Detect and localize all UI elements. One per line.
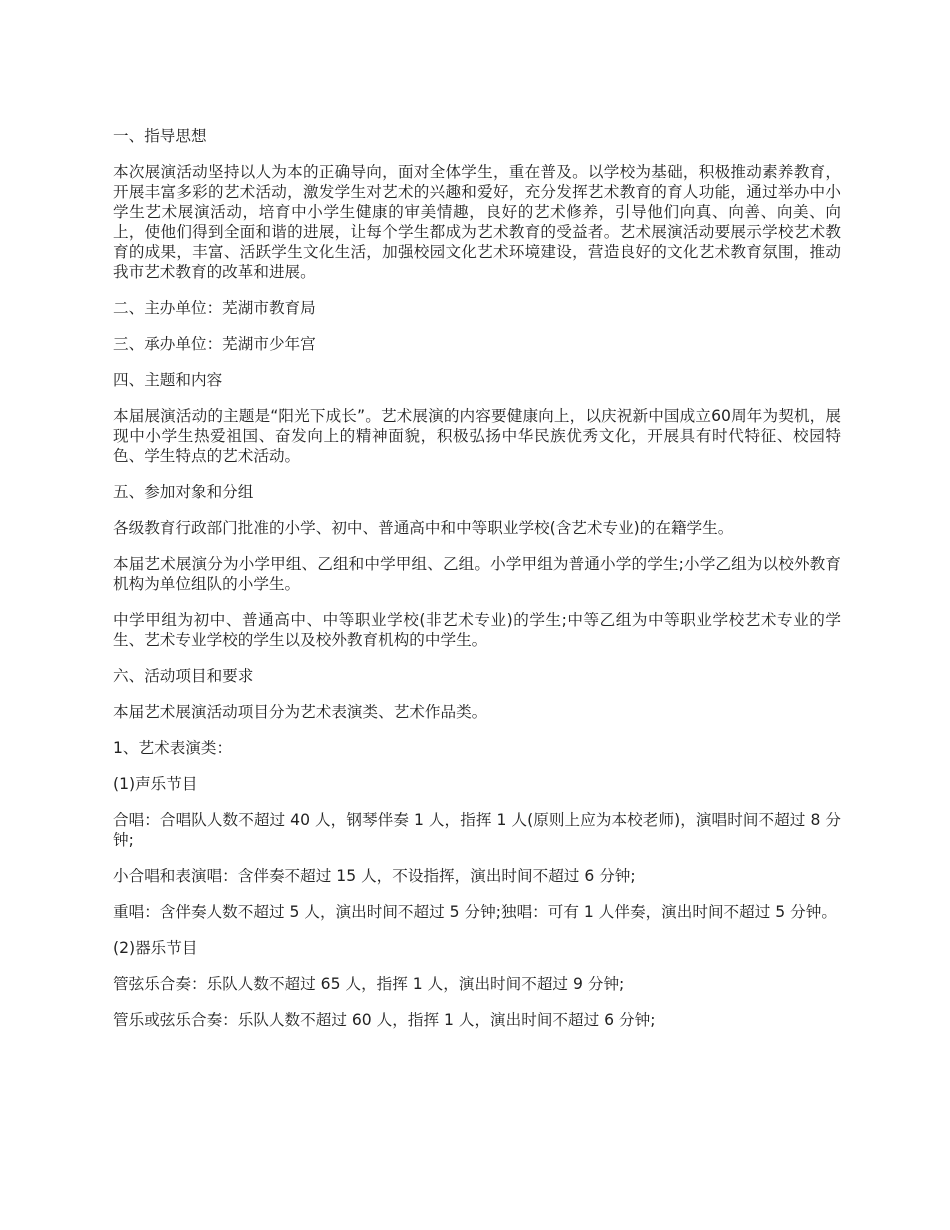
paragraph-groups-secondary: 中学甲组为初中、普通高中、中等职业学校(非艺术专业)的学生;中等乙组为中等职业学校艺术专业的学生、艺术专业学校的学生以及校外教育机构的中学生。 (113, 611, 841, 649)
section-heading-theme: 四、主题和内容 (113, 371, 223, 389)
section-heading-guiding-ideology: 一、指导思想 (113, 127, 207, 145)
document-body (113, 126, 841, 1046)
paragraph-chorus: 合唱：合唱队人数不超过 40 人，钢琴伴奏 1 人，指挥 1 人(原则上应为本校老师)，演唱时间不超过 8 分钟; (113, 811, 841, 849)
paragraph-participants: 各级教育行政部门批准的小学、初中、普通高中和中等职业学校(含艺术专业)的在籍学生。 (113, 519, 734, 537)
paragraph-small-chorus: 小合唱和表演唱：含伴奏不超过 15 人，不设指挥，演出时间不超过 6 分钟; (113, 867, 636, 885)
section-heading-host: 三、承办单位：芜湖市少年宫 (113, 335, 316, 353)
section-heading-activities: 六、活动项目和要求 (113, 667, 254, 685)
section-heading-participants: 五、参加对象和分组 (113, 483, 254, 501)
subheading-instrumental: (2)器乐节目 (113, 939, 198, 957)
paragraph-ensemble-solo: 重唱：含伴奏人数不超过 5 人，演出时间不超过 5 分钟;独唱：可有 1 人伴奏，演出时间不超过 5 分钟。 (113, 903, 837, 921)
subheading-performance: 1、艺术表演类： (113, 739, 233, 757)
paragraph-orchestra: 管弦乐合奏：乐队人数不超过 65 人，指挥 1 人，演出时间不超过 9 分钟; (113, 975, 625, 993)
paragraph-wind-string: 管乐或弦乐合奏：乐队人数不超过 60 人，指挥 1 人，演出时间不超过 6 分钟; (113, 1011, 656, 1029)
paragraph-theme: 本届展演活动的主题是“阳光下成长”。艺术展演的内容要健康向上，以庆祝新中国成立60周年为契机，展现中小学生热爱祖国、奋发向上的精神面貌，积极弘扬中华民族优秀文化，开展具有时代特征、校园特色、学生特点的艺术活动。 (113, 407, 841, 465)
paragraph-groups-primary: 本届艺术展演分为小学甲组、乙组和中学甲组、乙组。小学甲组为普通小学的学生;小学乙组为以校外教育机构为单位组队的小学生。 (113, 555, 841, 593)
paragraph-activities: 本届艺术展演活动项目分为艺术表演类、艺术作品类。 (113, 703, 488, 721)
subheading-vocal: (1)声乐节目 (113, 775, 198, 793)
paragraph-guiding-ideology: 本次展演活动坚持以人为本的正确导向，面对全体学生，重在普及。以学校为基础，积极推动素养教育，开展丰富多彩的艺术活动，激发学生对艺术的兴趣和爱好，充分发挥艺术教育的育人功能，通过举办中小学生艺术展演活动，培育中小学生健康的审美情趣，良好的艺术修养，引导他们向真、向善、向美、向上，使他们得到全面和谐的进展，让每个学生都成为艺术教育的受益者。艺术展演活动要展示学校艺术教育的成果，丰富、活跃学生文化生活，加强校园文化艺术环境建设，营造良好的文化艺术教育氛围，推动我市艺术教育的改革和进展。 (113, 163, 841, 281)
section-heading-organizer: 二、主办单位：芜湖市教育局 (113, 299, 316, 317)
